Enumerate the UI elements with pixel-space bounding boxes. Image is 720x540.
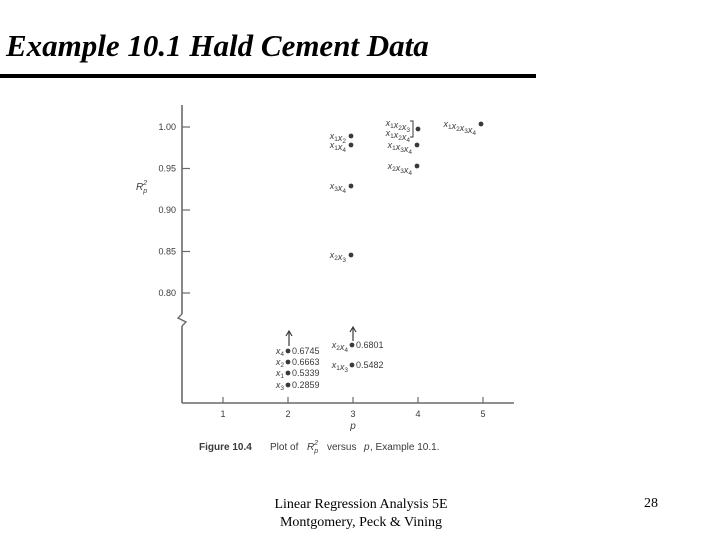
point-value-label: 0.2859 (292, 380, 320, 390)
footer-authors: Montgomery, Peck & Vining (279, 515, 443, 530)
point-value-label: 0.5482 (356, 360, 384, 370)
data-point (286, 371, 291, 376)
point-label: $x_1x_2$ (329, 131, 346, 145)
data-point (479, 122, 484, 127)
x-tick-label: 4 (415, 409, 421, 419)
point-label: $x_1x_4$ (329, 140, 346, 154)
x-tick-label: 1 (220, 409, 226, 419)
x-axis-label: p (350, 421, 356, 432)
caption-text: Plot of (270, 442, 299, 453)
point-value-label: 0.6801 (356, 340, 384, 350)
point-label: $x_2$ (275, 357, 284, 369)
data-point (415, 143, 420, 148)
point-labels (275, 118, 477, 392)
footer-citation (261, 496, 461, 532)
caption-figure-number: Figure 10.4 (199, 442, 252, 453)
data-point (286, 360, 291, 365)
point-label: $x_1$ (275, 368, 284, 380)
y-tick-label: 0.95 (158, 163, 176, 174)
figure-caption (199, 440, 439, 455)
point-label: $x_2x_4$ (331, 340, 348, 354)
point-label: $x_1x_3x_4$ (387, 140, 412, 156)
y-tick-label: 0.90 (158, 205, 176, 215)
data-point (349, 143, 354, 148)
x-tick-label: 3 (350, 409, 356, 419)
data-point (286, 349, 291, 354)
point-label: $x_1x_3$ (331, 360, 348, 374)
data-point (349, 184, 354, 189)
plot-axes (178, 105, 514, 403)
footer-book-title: Linear Regression Analysis 5E (274, 497, 448, 512)
point-bracket (410, 121, 413, 137)
y-tick-label: 0.80 (158, 288, 176, 298)
data-point (350, 363, 355, 368)
data-point (286, 383, 291, 388)
point-value-label: 0.5339 (292, 368, 320, 378)
point-label: $x_2x_3x_4$ (387, 161, 412, 177)
data-point (415, 164, 420, 169)
y-tick-label: 1.00 (158, 122, 176, 132)
caption-symbol: $R_p2$ (307, 440, 319, 455)
data-point (350, 343, 355, 348)
point-label: $x_1x_2x_4$ (385, 128, 410, 144)
data-point (349, 253, 354, 258)
point-value-label: 0.6745 (292, 346, 320, 356)
caption-text: versus (327, 442, 357, 453)
slide-title: Example 10.1 Hald Cement Data (6, 28, 429, 63)
point-label: $x_1x_2x_3x_4$ (443, 119, 476, 137)
data-point (416, 127, 421, 132)
point-label: $x_4$ (275, 346, 284, 358)
axis-break-mark (178, 314, 186, 326)
x-tick-label: 5 (480, 409, 486, 419)
point-label: $x_3$ (275, 380, 284, 392)
point-label: $x_2x_3$ (329, 250, 346, 264)
point-label: $x_3x_4$ (329, 181, 346, 195)
point-label: $x_1x_2x_3$ (385, 118, 410, 134)
point-value-label: 0.6663 (292, 357, 320, 367)
x-tick-label: 2 (285, 409, 291, 419)
caption-text: , Example 10.1. (370, 442, 440, 453)
data-point (349, 134, 354, 139)
page-number: 28 (644, 496, 658, 511)
y-tick-label: 0.85 (158, 246, 176, 257)
y-axis-label: $R_p2$ (136, 180, 148, 195)
caption-variable: p (364, 442, 370, 453)
